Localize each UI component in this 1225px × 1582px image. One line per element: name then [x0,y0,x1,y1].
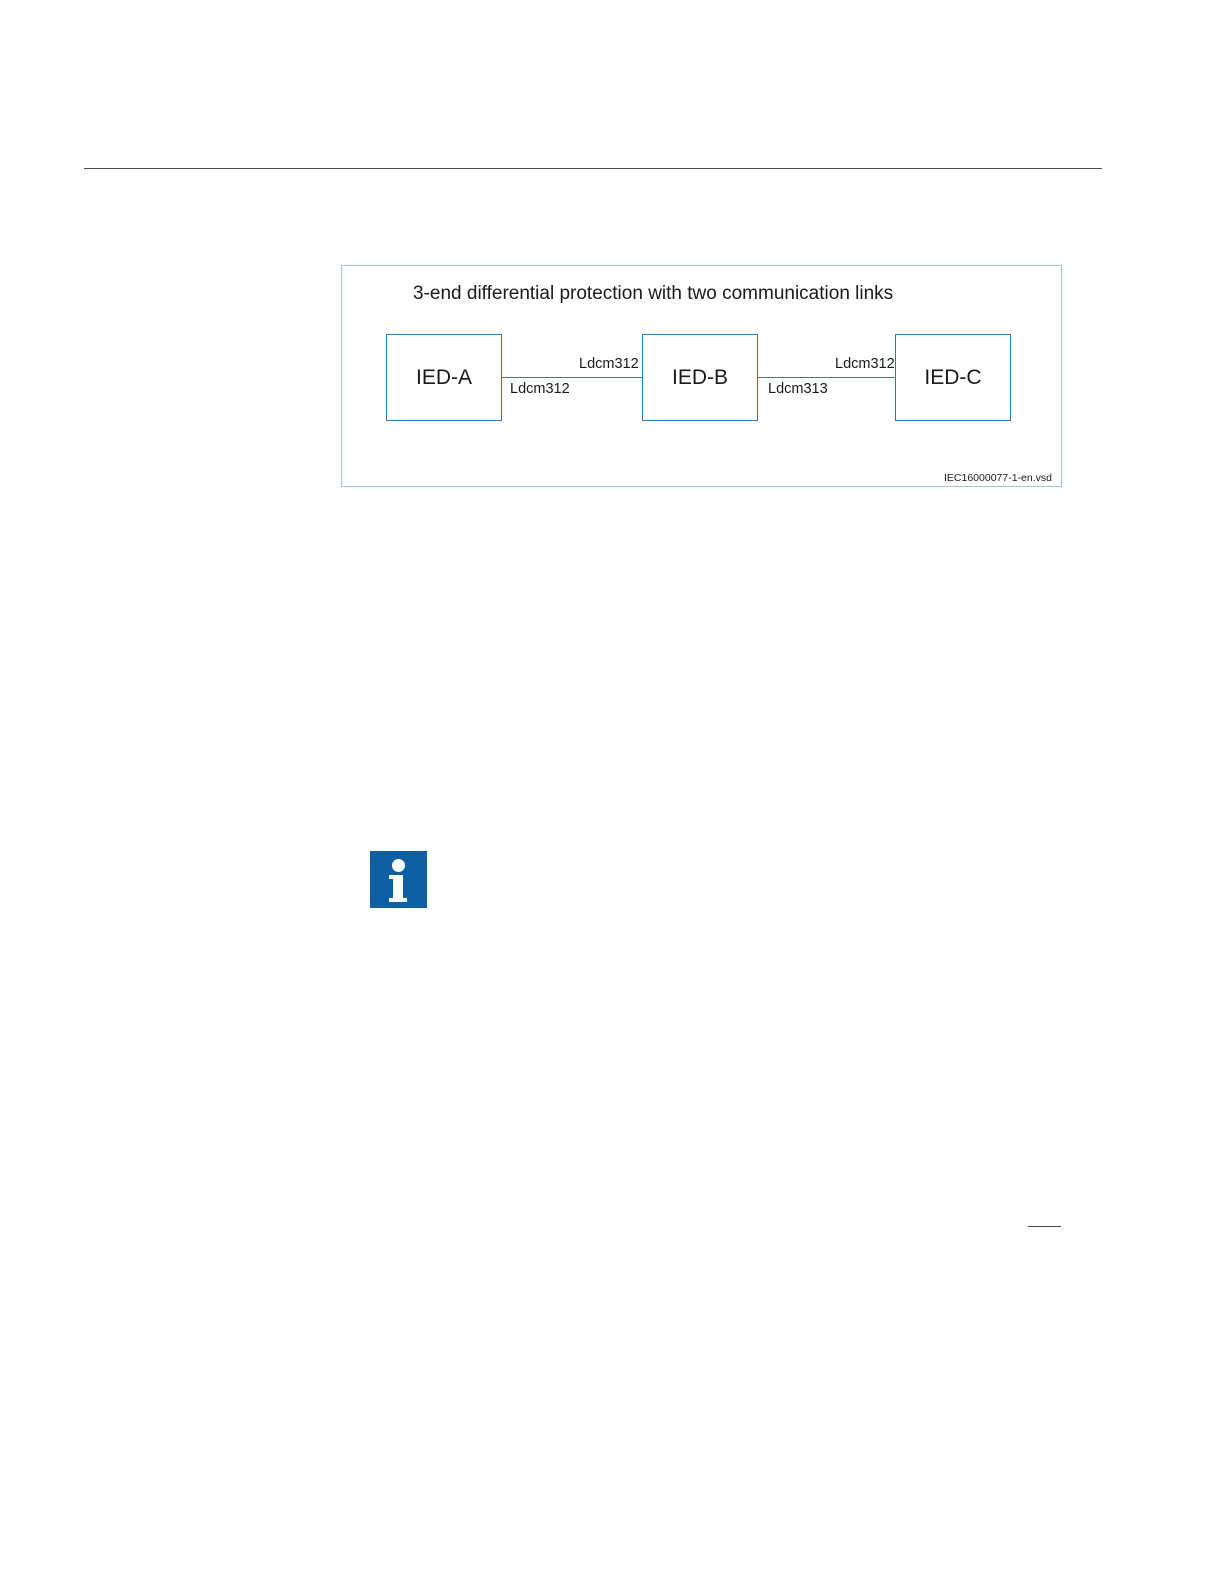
header-rule [84,168,1102,169]
port-label-bc-near-b: Ldcm313 [768,381,828,397]
node-ied-b [642,334,758,421]
link-ied-a-ied-b [502,377,642,378]
node-ied-c [895,334,1011,421]
port-label-ab-near-b: Ldcm312 [579,356,639,372]
figure-reference: IEC16000077-1-en.vsd [944,472,1052,484]
port-label-bc-near-c: Ldcm312 [835,356,895,372]
link-ied-b-ied-c [758,377,895,378]
info-icon [370,851,427,908]
node-ied-a [386,334,502,421]
node-label: IED-C [924,365,982,389]
figure-frame [341,265,1062,487]
page-number-rule [1028,1226,1061,1227]
node-label: IED-A [415,365,472,389]
node-label: IED-B [671,365,728,389]
port-label-ab-near-a: Ldcm312 [510,381,570,397]
figure-title: 3-end differential protection with two communication links [413,283,894,304]
